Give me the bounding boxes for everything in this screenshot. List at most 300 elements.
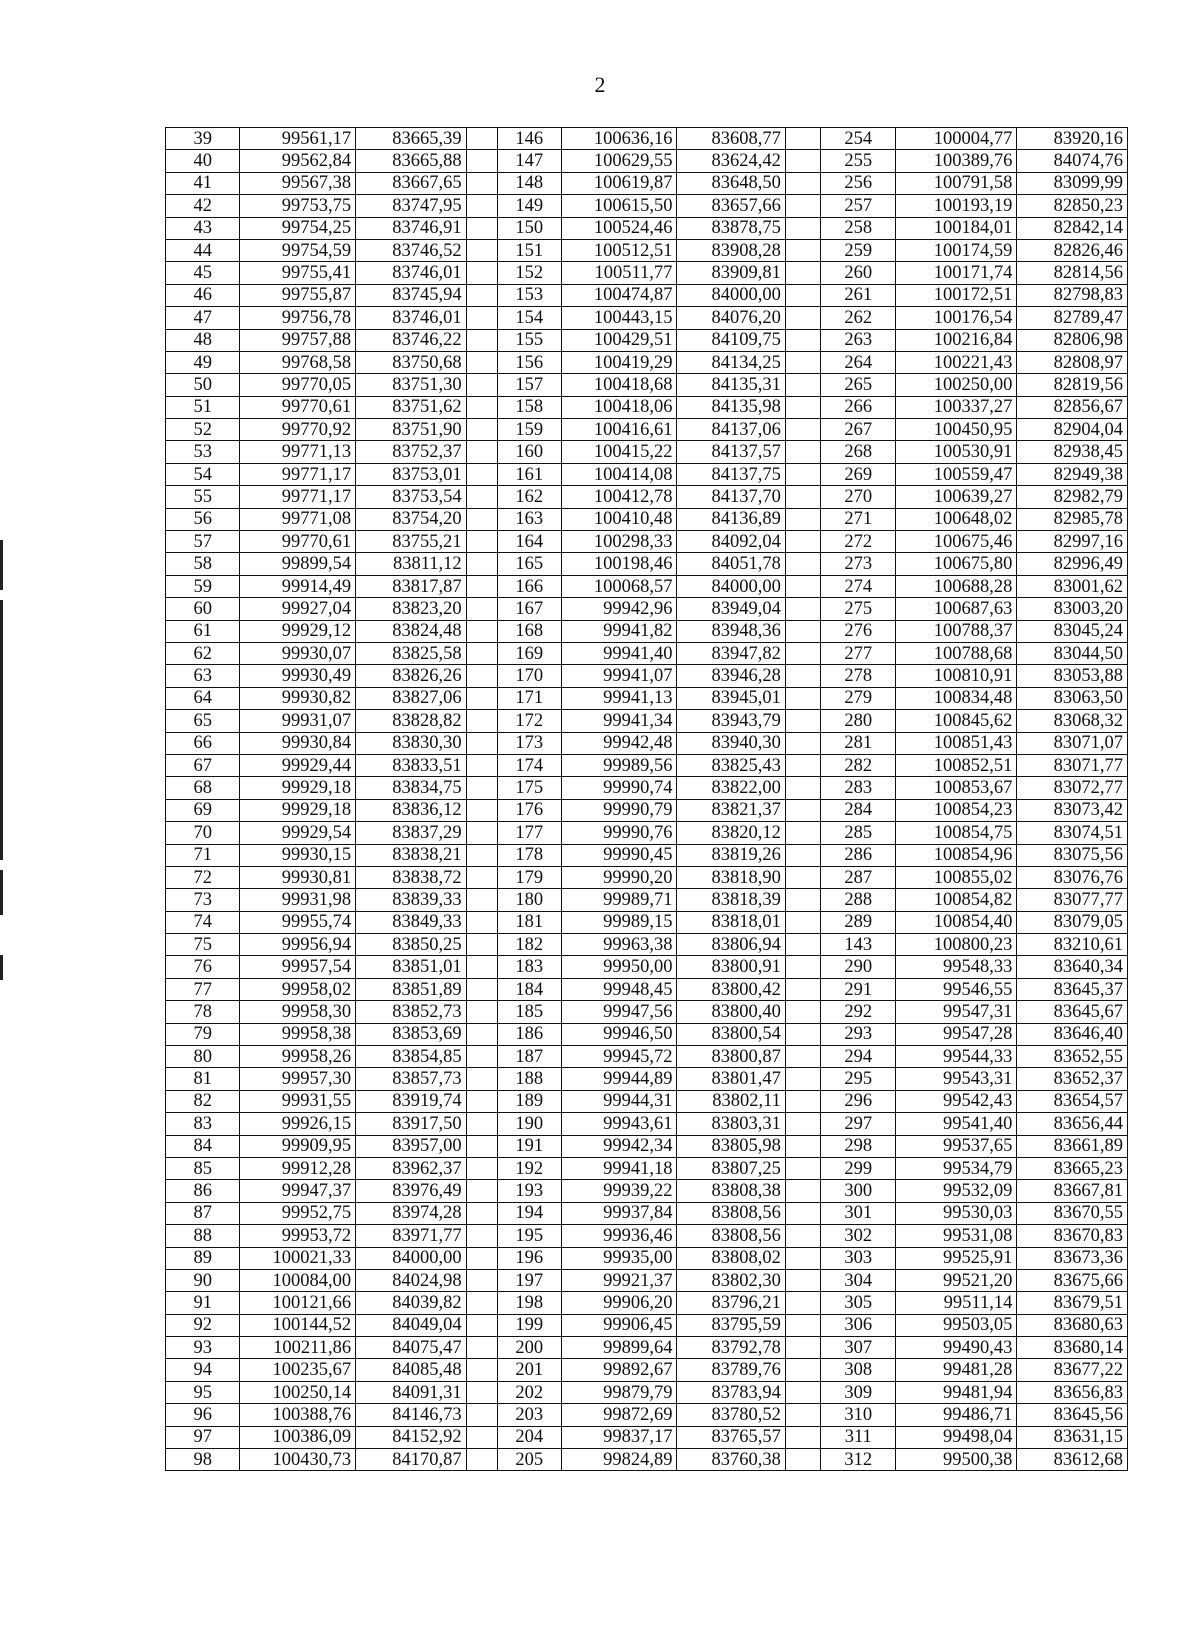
table-row	[166, 665, 1128, 687]
table-row	[166, 799, 1128, 821]
x-coordinate-cell: 99989,71	[561, 889, 677, 911]
y-coordinate-cell: 83072,77	[1017, 777, 1128, 799]
point-number-cell: 56	[166, 508, 240, 530]
x-coordinate-cell: 100084,00	[240, 1269, 356, 1291]
x-coordinate-cell: 100675,80	[896, 553, 1017, 575]
point-number-cell: 78	[166, 1001, 240, 1023]
spacer-cell	[785, 419, 820, 441]
point-number-cell: 59	[166, 575, 240, 597]
x-coordinate-cell: 99567,38	[240, 172, 356, 194]
point-number-cell: 256	[821, 172, 896, 194]
point-number-cell: 284	[821, 799, 896, 821]
x-coordinate-cell: 100834,48	[896, 687, 1017, 709]
spacer-cell	[785, 777, 820, 799]
y-coordinate-cell: 84000,00	[677, 284, 785, 306]
y-coordinate-cell: 83648,50	[677, 172, 785, 194]
y-coordinate-cell: 83752,37	[356, 441, 467, 463]
spacer-cell	[785, 262, 820, 284]
y-coordinate-cell: 83789,76	[677, 1359, 785, 1381]
point-number-cell: 179	[497, 866, 561, 888]
x-coordinate-cell: 100512,51	[561, 239, 677, 261]
y-coordinate-cell: 83645,67	[1017, 1001, 1128, 1023]
x-coordinate-cell: 99481,28	[896, 1359, 1017, 1381]
point-number-cell: 275	[821, 598, 896, 620]
y-coordinate-cell: 84092,04	[677, 531, 785, 553]
point-number-cell: 53	[166, 441, 240, 463]
table-row	[166, 419, 1128, 441]
point-number-cell: 158	[497, 396, 561, 418]
x-coordinate-cell: 100524,46	[561, 217, 677, 239]
x-coordinate-cell: 100021,33	[240, 1247, 356, 1269]
y-coordinate-cell: 82982,79	[1017, 486, 1128, 508]
spacer-cell	[466, 934, 497, 956]
point-number-cell: 50	[166, 374, 240, 396]
spacer-cell	[466, 866, 497, 888]
y-coordinate-cell: 83747,95	[356, 195, 467, 217]
y-coordinate-cell: 82814,56	[1017, 262, 1128, 284]
spacer-cell	[466, 172, 497, 194]
point-number-cell: 168	[497, 620, 561, 642]
point-number-cell: 44	[166, 239, 240, 261]
point-number-cell: 200	[497, 1337, 561, 1359]
x-coordinate-cell: 99754,25	[240, 217, 356, 239]
y-coordinate-cell: 83755,21	[356, 531, 467, 553]
spacer-cell	[785, 150, 820, 172]
point-number-cell: 60	[166, 598, 240, 620]
y-coordinate-cell: 83796,21	[677, 1292, 785, 1314]
x-coordinate-cell: 99931,55	[240, 1090, 356, 1112]
y-coordinate-cell: 83746,52	[356, 239, 467, 261]
x-coordinate-cell: 100412,78	[561, 486, 677, 508]
point-number-cell: 277	[821, 642, 896, 664]
x-coordinate-cell: 100851,43	[896, 732, 1017, 754]
point-number-cell: 80	[166, 1046, 240, 1068]
x-coordinate-cell: 99958,02	[240, 978, 356, 1000]
x-coordinate-cell: 100788,68	[896, 642, 1017, 664]
point-number-cell: 300	[821, 1180, 896, 1202]
x-coordinate-cell: 99824,89	[561, 1449, 677, 1471]
y-coordinate-cell: 83792,78	[677, 1337, 785, 1359]
point-number-cell: 70	[166, 822, 240, 844]
x-coordinate-cell: 99544,33	[896, 1046, 1017, 1068]
table-row	[166, 172, 1128, 194]
point-number-cell: 194	[497, 1202, 561, 1224]
point-number-cell: 304	[821, 1269, 896, 1291]
point-number-cell: 271	[821, 508, 896, 530]
point-number-cell: 146	[497, 128, 561, 150]
spacer-cell	[466, 710, 497, 732]
spacer-cell	[785, 1001, 820, 1023]
point-number-cell: 187	[497, 1046, 561, 1068]
x-coordinate-cell: 99912,28	[240, 1157, 356, 1179]
y-coordinate-cell: 83947,82	[677, 642, 785, 664]
y-coordinate-cell: 83800,91	[677, 956, 785, 978]
point-number-cell: 98	[166, 1449, 240, 1471]
y-coordinate-cell: 83820,12	[677, 822, 785, 844]
y-coordinate-cell: 83807,25	[677, 1157, 785, 1179]
point-number-cell: 257	[821, 195, 896, 217]
point-number-cell: 79	[166, 1023, 240, 1045]
y-coordinate-cell: 84137,06	[677, 419, 785, 441]
table-row	[166, 329, 1128, 351]
x-coordinate-cell: 99958,26	[240, 1046, 356, 1068]
y-coordinate-cell: 83940,30	[677, 732, 785, 754]
spacer-cell	[785, 866, 820, 888]
x-coordinate-cell: 100615,50	[561, 195, 677, 217]
spacer-cell	[785, 1449, 820, 1471]
y-coordinate-cell: 83817,87	[356, 575, 467, 597]
y-coordinate-cell: 83824,48	[356, 620, 467, 642]
y-coordinate-cell: 83822,00	[677, 777, 785, 799]
table-row	[166, 911, 1128, 933]
point-number-cell: 52	[166, 419, 240, 441]
x-coordinate-cell: 99935,00	[561, 1247, 677, 1269]
spacer-cell	[785, 1225, 820, 1247]
y-coordinate-cell: 83795,59	[677, 1314, 785, 1336]
point-number-cell: 143	[821, 934, 896, 956]
x-coordinate-cell: 99753,75	[240, 195, 356, 217]
point-number-cell: 183	[497, 956, 561, 978]
spacer-cell	[466, 329, 497, 351]
spacer-cell	[466, 732, 497, 754]
y-coordinate-cell: 83949,04	[677, 598, 785, 620]
spacer-cell	[785, 1269, 820, 1291]
spacer-cell	[785, 508, 820, 530]
x-coordinate-cell: 100414,08	[561, 463, 677, 485]
spacer-cell	[466, 1247, 497, 1269]
x-coordinate-cell: 99930,82	[240, 687, 356, 709]
spacer-cell	[466, 1449, 497, 1471]
point-number-cell: 195	[497, 1225, 561, 1247]
x-coordinate-cell: 99950,00	[561, 956, 677, 978]
spacer-cell	[466, 1404, 497, 1426]
x-coordinate-cell: 99929,44	[240, 754, 356, 776]
scan-edge-mark	[0, 540, 3, 590]
table-row	[166, 1314, 1128, 1336]
coordinates-table	[165, 127, 1128, 1471]
x-coordinate-cell: 99872,69	[561, 1404, 677, 1426]
point-number-cell: 46	[166, 284, 240, 306]
table-row	[166, 351, 1128, 373]
point-number-cell: 58	[166, 553, 240, 575]
table-row	[166, 463, 1128, 485]
point-number-cell: 202	[497, 1381, 561, 1403]
y-coordinate-cell: 83754,20	[356, 508, 467, 530]
x-coordinate-cell: 100639,27	[896, 486, 1017, 508]
point-number-cell: 174	[497, 754, 561, 776]
point-number-cell: 264	[821, 351, 896, 373]
spacer-cell	[785, 956, 820, 978]
table-row	[166, 1157, 1128, 1179]
point-number-cell: 177	[497, 822, 561, 844]
x-coordinate-cell: 99770,05	[240, 374, 356, 396]
y-coordinate-cell: 83808,56	[677, 1225, 785, 1247]
point-number-cell: 299	[821, 1157, 896, 1179]
x-coordinate-cell: 99906,20	[561, 1292, 677, 1314]
spacer-cell	[466, 1225, 497, 1247]
y-coordinate-cell: 83851,01	[356, 956, 467, 978]
point-number-cell: 171	[497, 687, 561, 709]
x-coordinate-cell: 100450,95	[896, 419, 1017, 441]
y-coordinate-cell: 83657,66	[677, 195, 785, 217]
y-coordinate-cell: 83753,54	[356, 486, 467, 508]
point-number-cell: 311	[821, 1426, 896, 1448]
y-coordinate-cell: 83800,40	[677, 1001, 785, 1023]
spacer-cell	[466, 284, 497, 306]
x-coordinate-cell: 100854,40	[896, 911, 1017, 933]
y-coordinate-cell: 83680,14	[1017, 1337, 1128, 1359]
table-row	[166, 710, 1128, 732]
y-coordinate-cell: 83680,63	[1017, 1314, 1128, 1336]
spacer-cell	[785, 329, 820, 351]
y-coordinate-cell: 83751,62	[356, 396, 467, 418]
y-coordinate-cell: 83751,90	[356, 419, 467, 441]
spacer-cell	[785, 710, 820, 732]
table-row	[166, 531, 1128, 553]
x-coordinate-cell: 99909,95	[240, 1135, 356, 1157]
y-coordinate-cell: 83746,91	[356, 217, 467, 239]
spacer-cell	[466, 1426, 497, 1448]
spacer-cell	[785, 217, 820, 239]
y-coordinate-cell: 82819,56	[1017, 374, 1128, 396]
x-coordinate-cell: 100184,01	[896, 217, 1017, 239]
spacer-cell	[785, 1426, 820, 1448]
spacer-cell	[785, 598, 820, 620]
point-number-cell: 254	[821, 128, 896, 150]
y-coordinate-cell: 84136,89	[677, 508, 785, 530]
table-row	[166, 284, 1128, 306]
table-row	[166, 441, 1128, 463]
y-coordinate-cell: 84137,75	[677, 463, 785, 485]
spacer-cell	[466, 822, 497, 844]
x-coordinate-cell: 100221,43	[896, 351, 1017, 373]
point-number-cell: 294	[821, 1046, 896, 1068]
spacer-cell	[785, 822, 820, 844]
x-coordinate-cell: 100418,68	[561, 374, 677, 396]
spacer-cell	[466, 1381, 497, 1403]
y-coordinate-cell: 83802,11	[677, 1090, 785, 1112]
x-coordinate-cell: 100176,54	[896, 307, 1017, 329]
x-coordinate-cell: 100810,91	[896, 665, 1017, 687]
point-number-cell: 57	[166, 531, 240, 553]
table-row	[166, 978, 1128, 1000]
y-coordinate-cell: 83760,38	[677, 1449, 785, 1471]
x-coordinate-cell: 100337,27	[896, 396, 1017, 418]
y-coordinate-cell: 83808,02	[677, 1247, 785, 1269]
x-coordinate-cell: 99525,91	[896, 1247, 1017, 1269]
y-coordinate-cell: 84137,70	[677, 486, 785, 508]
y-coordinate-cell: 83857,73	[356, 1068, 467, 1090]
y-coordinate-cell: 83976,49	[356, 1180, 467, 1202]
y-coordinate-cell: 83808,56	[677, 1202, 785, 1224]
point-number-cell: 51	[166, 396, 240, 418]
point-number-cell: 268	[821, 441, 896, 463]
x-coordinate-cell: 99879,79	[561, 1381, 677, 1403]
y-coordinate-cell: 83838,21	[356, 844, 467, 866]
y-coordinate-cell: 84000,00	[677, 575, 785, 597]
spacer-cell	[785, 172, 820, 194]
spacer-cell	[466, 687, 497, 709]
y-coordinate-cell: 83780,52	[677, 1404, 785, 1426]
point-number-cell: 188	[497, 1068, 561, 1090]
x-coordinate-cell: 100121,66	[240, 1292, 356, 1314]
table-row	[166, 822, 1128, 844]
y-coordinate-cell: 83753,01	[356, 463, 467, 485]
x-coordinate-cell: 100174,59	[896, 239, 1017, 261]
y-coordinate-cell: 83074,51	[1017, 822, 1128, 844]
y-coordinate-cell: 82789,47	[1017, 307, 1128, 329]
point-number-cell: 43	[166, 217, 240, 239]
point-number-cell: 290	[821, 956, 896, 978]
point-number-cell: 255	[821, 150, 896, 172]
spacer-cell	[466, 150, 497, 172]
x-coordinate-cell: 100845,62	[896, 710, 1017, 732]
x-coordinate-cell: 99927,04	[240, 598, 356, 620]
x-coordinate-cell: 99756,78	[240, 307, 356, 329]
y-coordinate-cell: 83825,58	[356, 642, 467, 664]
x-coordinate-cell: 99770,92	[240, 419, 356, 441]
x-coordinate-cell: 99892,67	[561, 1359, 677, 1381]
y-coordinate-cell: 82808,97	[1017, 351, 1128, 373]
x-coordinate-cell: 99942,34	[561, 1135, 677, 1157]
spacer-cell	[785, 1292, 820, 1314]
y-coordinate-cell: 83878,75	[677, 217, 785, 239]
table-row	[166, 1247, 1128, 1269]
x-coordinate-cell: 100443,15	[561, 307, 677, 329]
point-number-cell: 279	[821, 687, 896, 709]
y-coordinate-cell: 83077,77	[1017, 889, 1128, 911]
point-number-cell: 163	[497, 508, 561, 530]
point-number-cell: 201	[497, 1359, 561, 1381]
point-number-cell: 170	[497, 665, 561, 687]
point-number-cell: 260	[821, 262, 896, 284]
y-coordinate-cell: 83800,54	[677, 1023, 785, 1045]
x-coordinate-cell: 99930,49	[240, 665, 356, 687]
x-coordinate-cell: 99953,72	[240, 1225, 356, 1247]
x-coordinate-cell: 99990,45	[561, 844, 677, 866]
spacer-cell	[466, 351, 497, 373]
point-number-cell: 93	[166, 1337, 240, 1359]
y-coordinate-cell: 83063,50	[1017, 687, 1128, 709]
y-coordinate-cell: 84170,87	[356, 1449, 467, 1471]
point-number-cell: 180	[497, 889, 561, 911]
point-number-cell: 191	[497, 1135, 561, 1157]
x-coordinate-cell: 100853,67	[896, 777, 1017, 799]
y-coordinate-cell: 82856,67	[1017, 396, 1128, 418]
spacer-cell	[785, 1157, 820, 1179]
spacer-cell	[785, 1135, 820, 1157]
point-number-cell: 81	[166, 1068, 240, 1090]
table-row	[166, 262, 1128, 284]
spacer-cell	[785, 1404, 820, 1426]
y-coordinate-cell: 83646,40	[1017, 1023, 1128, 1045]
x-coordinate-cell: 99543,31	[896, 1068, 1017, 1090]
point-number-cell: 288	[821, 889, 896, 911]
x-coordinate-cell: 99770,61	[240, 531, 356, 553]
y-coordinate-cell: 82996,49	[1017, 553, 1128, 575]
y-coordinate-cell: 83003,20	[1017, 598, 1128, 620]
table-row	[166, 1001, 1128, 1023]
x-coordinate-cell: 99498,04	[896, 1426, 1017, 1448]
table-row	[166, 1381, 1128, 1403]
y-coordinate-cell: 84109,75	[677, 329, 785, 351]
point-number-cell: 169	[497, 642, 561, 664]
point-number-cell: 160	[497, 441, 561, 463]
point-number-cell: 272	[821, 531, 896, 553]
spacer-cell	[785, 486, 820, 508]
point-number-cell: 67	[166, 754, 240, 776]
point-number-cell: 74	[166, 911, 240, 933]
x-coordinate-cell: 99771,17	[240, 463, 356, 485]
x-coordinate-cell: 100854,23	[896, 799, 1017, 821]
x-coordinate-cell: 99942,48	[561, 732, 677, 754]
point-number-cell: 309	[821, 1381, 896, 1403]
x-coordinate-cell: 99990,79	[561, 799, 677, 821]
point-number-cell: 62	[166, 642, 240, 664]
y-coordinate-cell: 83943,79	[677, 710, 785, 732]
x-coordinate-cell: 100511,77	[561, 262, 677, 284]
point-number-cell: 86	[166, 1180, 240, 1202]
table-row	[166, 754, 1128, 776]
x-coordinate-cell: 99944,89	[561, 1068, 677, 1090]
x-coordinate-cell: 99958,38	[240, 1023, 356, 1045]
y-coordinate-cell: 83819,26	[677, 844, 785, 866]
x-coordinate-cell: 99547,28	[896, 1023, 1017, 1045]
x-coordinate-cell: 100193,19	[896, 195, 1017, 217]
y-coordinate-cell: 83962,37	[356, 1157, 467, 1179]
point-number-cell: 182	[497, 934, 561, 956]
y-coordinate-cell: 82806,98	[1017, 329, 1128, 351]
x-coordinate-cell: 99537,65	[896, 1135, 1017, 1157]
point-number-cell: 88	[166, 1225, 240, 1247]
spacer-cell	[466, 1023, 497, 1045]
table-row	[166, 844, 1128, 866]
point-number-cell: 162	[497, 486, 561, 508]
point-number-cell: 286	[821, 844, 896, 866]
point-number-cell: 71	[166, 844, 240, 866]
table-row	[166, 642, 1128, 664]
spacer-cell	[785, 396, 820, 418]
point-number-cell: 97	[166, 1426, 240, 1448]
y-coordinate-cell: 83068,32	[1017, 710, 1128, 732]
point-number-cell: 82	[166, 1090, 240, 1112]
spacer-cell	[785, 441, 820, 463]
y-coordinate-cell: 83818,90	[677, 866, 785, 888]
spacer-cell	[466, 553, 497, 575]
spacer-cell	[466, 598, 497, 620]
point-number-cell: 150	[497, 217, 561, 239]
y-coordinate-cell: 83828,82	[356, 710, 467, 732]
y-coordinate-cell: 83800,42	[677, 978, 785, 1000]
spacer-cell	[785, 531, 820, 553]
point-number-cell: 184	[497, 978, 561, 1000]
table-row	[166, 1269, 1128, 1291]
table-row	[166, 956, 1128, 978]
x-coordinate-cell: 99957,54	[240, 956, 356, 978]
x-coordinate-cell: 100298,33	[561, 531, 677, 553]
x-coordinate-cell: 100388,76	[240, 1404, 356, 1426]
x-coordinate-cell: 99511,14	[896, 1292, 1017, 1314]
table-row	[166, 1023, 1128, 1045]
spacer-cell	[466, 799, 497, 821]
table-row	[166, 486, 1128, 508]
point-number-cell: 172	[497, 710, 561, 732]
y-coordinate-cell: 83665,39	[356, 128, 467, 150]
y-coordinate-cell: 83800,87	[677, 1046, 785, 1068]
x-coordinate-cell: 99914,49	[240, 575, 356, 597]
spacer-cell	[785, 1381, 820, 1403]
point-number-cell: 285	[821, 822, 896, 844]
